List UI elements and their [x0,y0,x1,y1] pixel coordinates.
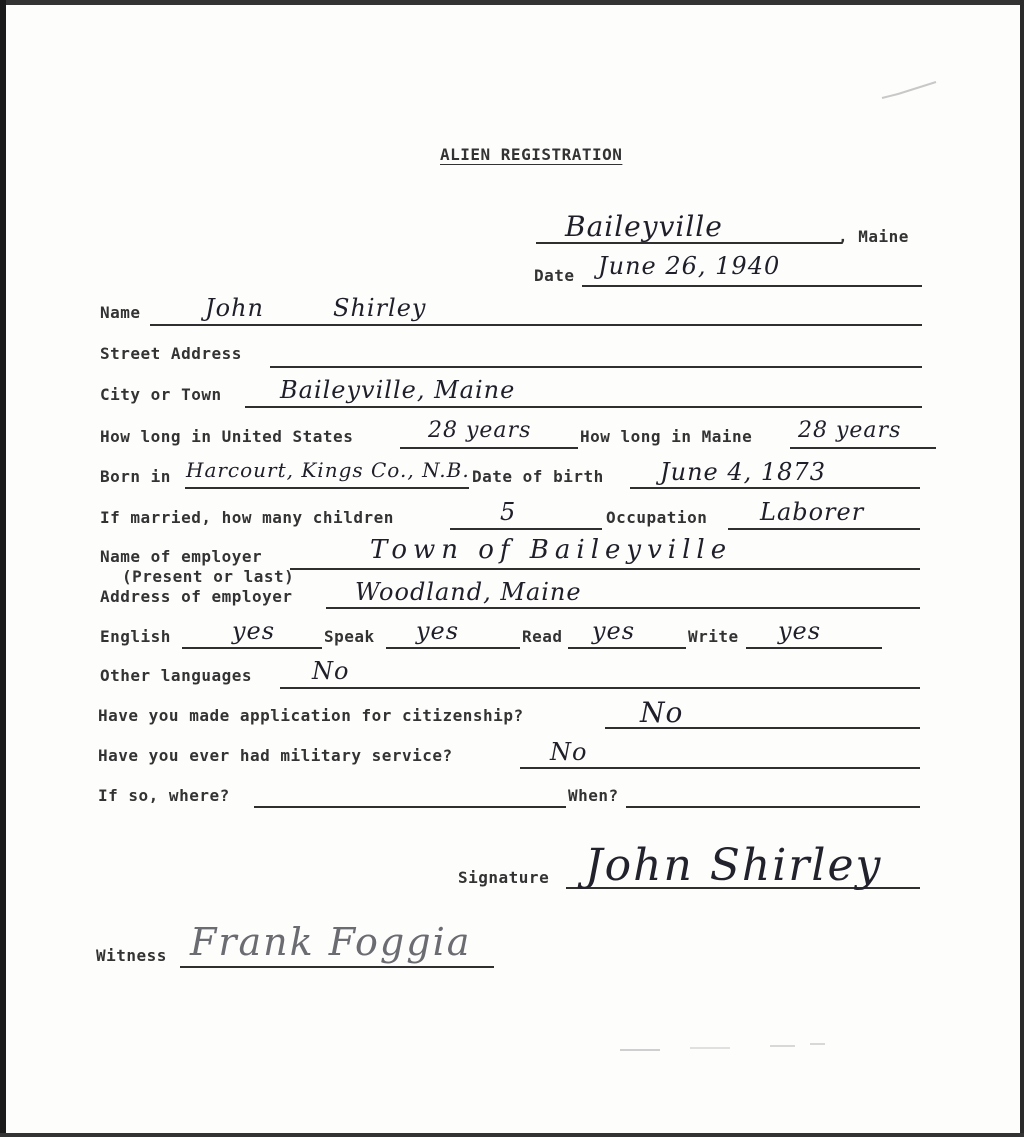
military-line [520,767,920,769]
english-value: yes [232,617,276,645]
dob-value: June 4, 1873 [660,458,826,486]
long-maine-line [790,447,936,449]
other-languages-label: Other languages [100,666,252,685]
dob-line [630,487,920,489]
street-label: Street Address [100,344,242,363]
witness-label: Witness [96,946,167,965]
other-languages-line [280,687,920,689]
employer-line [290,568,920,570]
when-label: When? [568,786,619,805]
where-label: If so, where? [98,786,230,805]
read-value: yes [592,617,636,645]
english-line [182,647,322,649]
witness-line [180,966,494,968]
dob-label: Date of birth [472,467,604,486]
employer-sublabel: (Present or last) [122,567,295,586]
street-line [270,366,922,368]
long-us-line [400,447,578,449]
city-label: City or Town [100,385,222,404]
name-label: Name [100,303,141,322]
speak-value: yes [416,617,460,645]
town-value: Baileyville [565,210,723,243]
employer-address-value: Woodland, Maine [355,578,582,606]
read-label: Read [522,627,563,646]
employer-address-label: Address of employer [100,587,293,606]
scan-edge-right [1020,0,1024,1137]
children-value: 5 [500,498,517,526]
form-title: ALIEN REGISTRATION [440,145,623,164]
married-label: If married, how many children [100,508,394,527]
born-label: Born in [100,467,171,486]
speak-label: Speak [324,627,375,646]
signature-value: John Shirley [585,840,883,891]
when-line [626,806,920,808]
children-line [450,528,602,530]
date-label: Date [534,266,575,285]
scan-edge-top [0,0,1024,5]
first-name-value: John [205,294,264,322]
write-line [746,647,882,649]
born-line [185,487,469,489]
where-line [254,806,566,808]
read-line [568,647,686,649]
write-label: Write [688,627,739,646]
signature-label: Signature [458,868,550,887]
long-us-label: How long in United States [100,427,354,446]
employer-value: Town of Baileyville [370,535,733,565]
long-maine-label: How long in Maine [580,427,753,446]
occupation-label: Occupation [606,508,708,527]
name-line [150,324,922,326]
military-label: Have you ever had military service? [98,746,453,765]
state-label: , Maine [838,227,909,246]
citizenship-value: No [640,696,684,729]
city-line [245,406,922,408]
scan-edge-bottom [0,1133,1024,1137]
write-value: yes [778,617,822,645]
city-value: Baileyville, Maine [280,376,516,404]
scan-edge-left [0,0,6,1137]
employer-address-line [326,607,920,609]
english-label: English [100,627,171,646]
military-value: No [550,738,588,766]
occupation-value: Laborer [760,498,865,526]
date-line [582,285,922,287]
long-us-value: 28 years [428,418,532,443]
check-mark-icon [880,80,938,100]
last-name-value: Shirley [333,294,427,322]
employer-label: Name of employer [100,547,263,566]
long-maine-value: 28 years [798,418,902,443]
born-value: Harcourt, Kings Co., N.B. [186,458,470,482]
other-languages-value: No [312,657,350,685]
occupation-line [728,528,920,530]
witness-value: Frank Foggia [190,920,472,964]
speak-line [386,647,520,649]
date-value: June 26, 1940 [598,252,781,280]
citizenship-label: Have you made application for citizenship? [98,706,524,725]
scan-smudge [620,1040,850,1054]
